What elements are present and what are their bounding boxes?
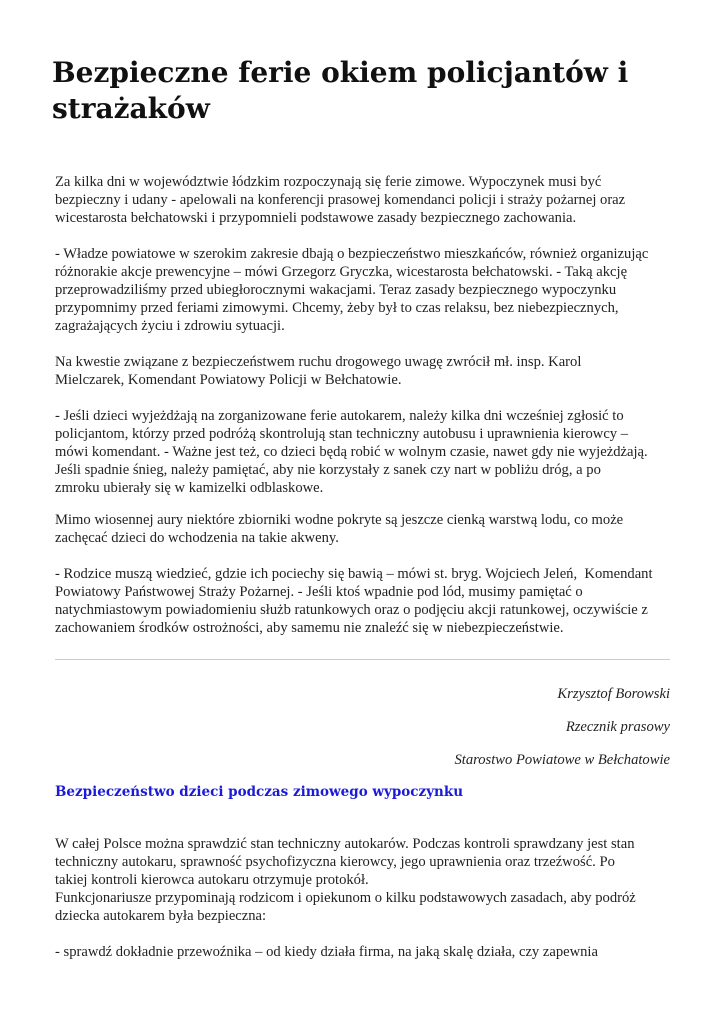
- paragraph-police-quote: - Jeśli dzieci wyjeżdżają na zorganizowane ferie autokarem, należy kilka dni wcześniej zgłosić to policjantom, którzy przed podróżą skontrolują stan techniczny autobusu i uprawnienia kierowcy – mówi komendant. - Ważne jest też, co dzieci będą robić w wolnym czasie, nawet gdy nie wyjeżdżają. Jeśli spadnie śnieg, należy pamiętać, aby nie korzystały z sanek czy nart w pobliżu dróg, a po zmroku ubierały się w kamizelki odblaskowe.: [55, 408, 648, 496]
- related-article-link[interactable]: Bezpieczeństwo dzieci podczas zimowego wypoczynku: [55, 784, 464, 800]
- paragraph-bus-control: W całej Polsce można sprawdzić stan techniczny autokarów. Podczas kontroli sprawdzany jest stan techniczny autokaru, sprawność psychofizyczna kierowcy, jego uprawnienia oraz trzeźwość. Po takiej kontroli kierowca autokaru otrzymuje protokół. Funkcjonariusze przypominają rodzicom i opiekunom o kilku podstawowych zasadach, aby podróż dziecka autokarem była bezpieczna:: [55, 836, 636, 924]
- divider: [55, 659, 670, 660]
- paragraph-intro: Za kilka dni w województwie łódzkim rozpoczynają się ferie zimowe. Wypoczynek musi być bezpieczny i udany - apelowali na konferencji prasowej komendanci policji i straży pożarnej oraz wicestarosta bełchatowski i przypomnieli podstawowe zasady bezpiecznego zachowania.: [55, 174, 626, 226]
- related-article-body: [55, 835, 675, 961]
- paragraph-fire-quote: - Rodzice muszą wiedzieć, gdzie ich pociechy się bawią – mówi st. bryg. Wojciech Jeleń, Komendant Powiatowy Państwowej Straży Pożarnej. - Jeśli ktoś wpadnie pod lód, musimy pamiętać o natychmiastowym powiadomieniu służb ratunkowych oraz o podjęciu akcji ratunkowej, oczywiście z zachowaniem środków ostrożności, aby samemu nie znaleźć się w niebezpieczeństwie.: [55, 566, 653, 636]
- article-body: [55, 173, 675, 637]
- article-title: [52, 55, 652, 127]
- signature-org: Starostwo Powiatowe w Bełchatowie: [454, 752, 670, 768]
- signature-name: Krzysztof Borowski: [557, 686, 670, 702]
- title-line-2: strażaków: [52, 92, 210, 125]
- paragraph-ice-warning: Mimo wiosennej aury niektóre zbiorniki wodne pokryte są jeszcze cienką warstwą lodu, co może zachęcać dzieci do wchodzenia na takie akweny.: [55, 512, 624, 546]
- signature-role: Rzecznik prasowy: [565, 719, 670, 735]
- paragraph-police-intro: Na kwestie związane z bezpieczeństwem ruchu drogowego uwagę zwrócił mł. insp. Karol Mielczarek, Komendant Powiatowy Policji w Bełchatowie.: [55, 354, 582, 388]
- title-line-1: Bezpieczne ferie okiem policjantów i: [52, 56, 629, 89]
- paragraph-check-carrier: - sprawdź dokładnie przewoźnika – od kiedy działa firma, na jaką skalę działa, czy zapewnia: [55, 944, 598, 960]
- paragraph-wicestarosta-quote: - Władze powiatowe w szerokim zakresie dbają o bezpieczeństwo mieszkańców, również organizując różnorakie akcje prewencyjne – mówi Grzegorz Gryczka, wicestarosta bełchatowski. - Taką akcję przeprowadziliśmy przed ubiegłorocznymi wakacjami. Teraz zasady bezpiecznego wypoczynku przypomnimy przed feriami zimowymi. Chcemy, żeby był to czas relaksu, bez niebezpiecznych, zagrażających życiu i zdrowiu sytuacji.: [55, 246, 649, 334]
